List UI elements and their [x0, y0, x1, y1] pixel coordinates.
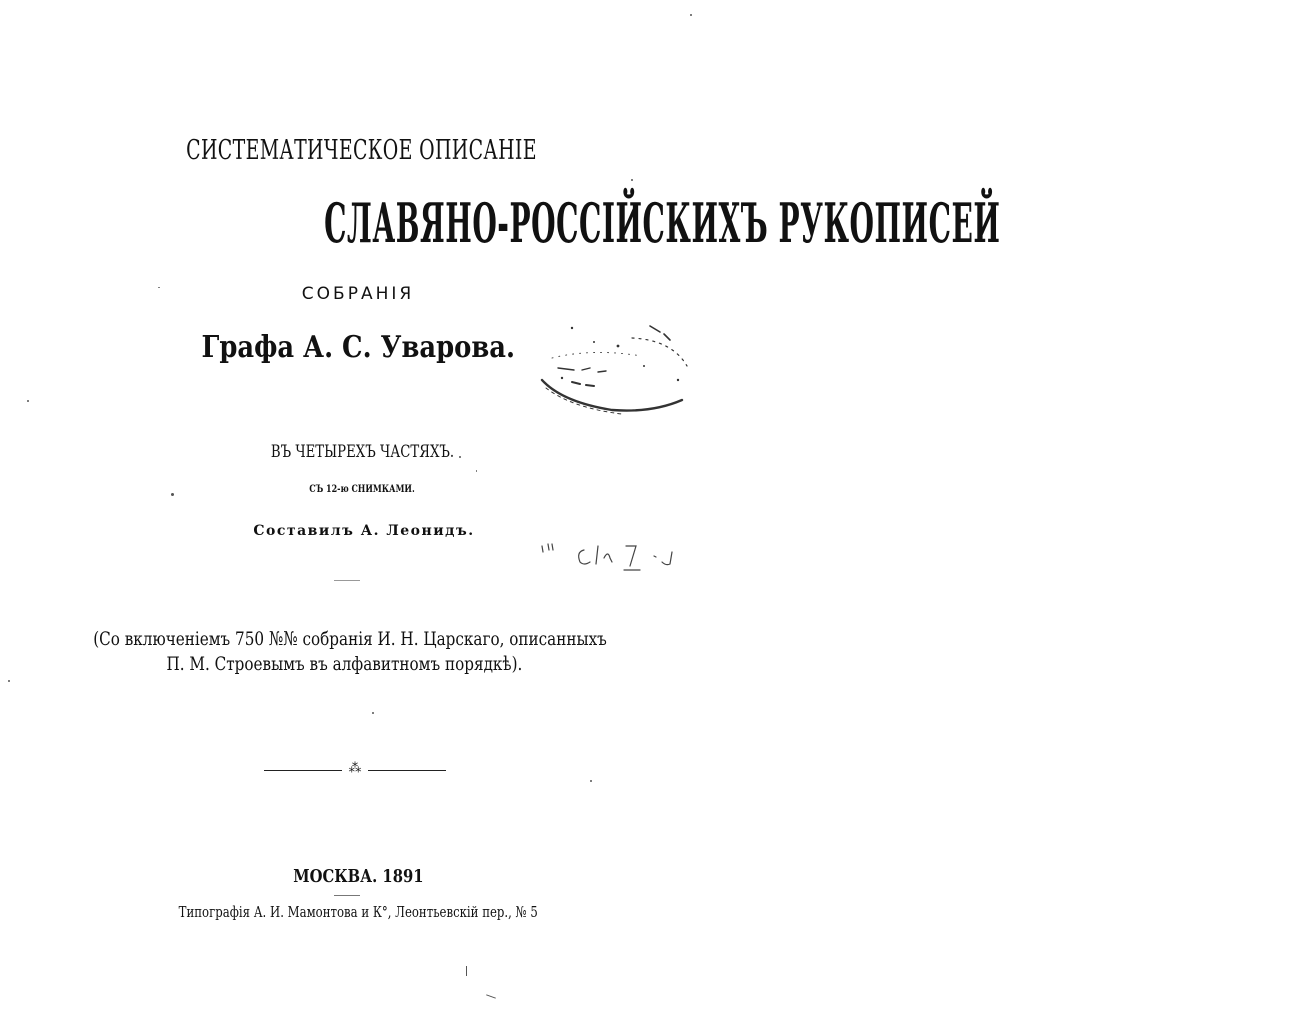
imprint-city-year-text: МОСКВА. 1891 [292, 866, 424, 887]
ornament-divider [264, 761, 446, 776]
note-line-1 [0, 630, 700, 649]
imprint-press-text: Типографія А. И. Мамонтова и К°, Леонтьевскій пер., № 5 [178, 903, 538, 921]
imprint-city-year [8, 868, 708, 886]
handwritten-shelfmark-icon [540, 536, 690, 576]
owner-name-text: Графа А. С. Уварова. [201, 330, 515, 365]
imprint-press [8, 905, 708, 920]
speck-mark [27, 400, 29, 402]
title-line-1 [12, 137, 712, 164]
collection-word-text: СОБРАНІЯ [301, 284, 415, 304]
note-line-2 [0, 655, 694, 674]
ornament-star-icon: ⁂ [348, 761, 362, 776]
speck-mark [171, 493, 174, 496]
ornament-rule-right [368, 770, 446, 771]
title-line-2-text: СЛАВЯНО-РОССІЙСКИХЪ РУКОПИСЕЙ [324, 191, 1001, 255]
parts-line-text: ВЪ ЧЕТЫРЕХЪ ЧАСТЯХЪ. [270, 442, 454, 462]
images-line [12, 485, 712, 495]
speck-mark [590, 780, 592, 782]
speck-mark [8, 680, 10, 682]
author-line-text: Составилъ А. Леонидъ. [253, 523, 475, 539]
images-line-text: СЪ 12-ю СНИМКАМИ. [309, 484, 415, 495]
speck-mark [459, 456, 461, 458]
speck-mark [334, 580, 360, 581]
ornament-rule-left [264, 770, 342, 771]
title-line-2 [12, 191, 1001, 255]
speck-mark [476, 470, 477, 472]
speck-mark [690, 14, 692, 16]
speck-mark [372, 712, 374, 714]
speck-mark [486, 994, 496, 998]
speck-mark [466, 966, 467, 976]
speck-mark [158, 287, 160, 288]
parts-line [12, 444, 712, 461]
imprint-rule [334, 895, 360, 896]
collection-word [8, 286, 708, 303]
speck-mark [631, 179, 633, 181]
note-line-2-text: П. М. Строевымъ въ алфавитномъ порядкѣ). [166, 653, 522, 675]
note-line-1-text: (Со включеніемъ 750 №№ собранія И. Н. Царскаго, описанныхъ [93, 628, 607, 650]
library-stamp-icon [532, 318, 692, 428]
title-line-1-text: СИСТЕМАТИЧЕСКОЕ ОПИСАНІЕ [186, 135, 538, 166]
